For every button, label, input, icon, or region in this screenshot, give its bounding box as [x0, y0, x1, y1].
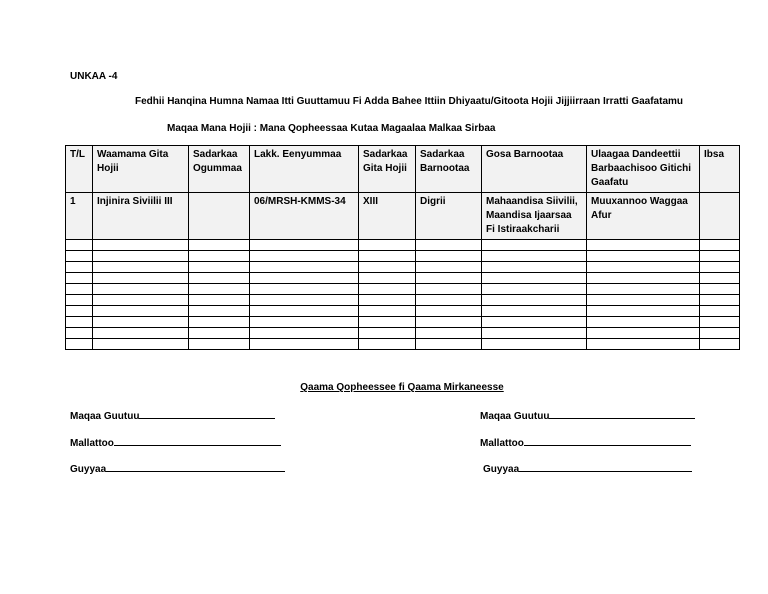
right-signature-line [480, 436, 691, 449]
column-header: Gosa Barnootaa [482, 146, 587, 193]
date-label: Guyyaa [483, 464, 520, 475]
column-header: Sadarkaa Barnootaa [416, 146, 482, 193]
date-label: Guyyaa [70, 464, 107, 475]
empty-table-row [66, 273, 740, 284]
column-header: Sadarkaa Ogummaa [189, 146, 250, 193]
table-cell: Digrii [416, 193, 482, 240]
table-cell: 1 [66, 193, 93, 240]
right-full-name-line [480, 409, 695, 422]
empty-table-row [66, 339, 740, 350]
column-header: Ibsa [700, 146, 740, 193]
right-date-line [483, 462, 692, 475]
column-header: T/L [66, 146, 93, 193]
empty-table-row [66, 251, 740, 262]
signature-label: Mallattoo [480, 438, 524, 449]
table-cell: Injinira Siviilii III [93, 193, 189, 240]
section-caption: Qaama Qopheessee fi Qaama Mirkaneesse [300, 382, 504, 393]
empty-table-row [66, 240, 740, 251]
left-date-line [70, 462, 285, 475]
column-header: Lakk. Eenyummaa [250, 146, 359, 193]
column-header: Sadarkaa Gita Hojii [359, 146, 416, 193]
table-cell: Mahaandisa Siivilii, Maandisa Ijaarsaa Fi Istiraakcharii [482, 193, 587, 240]
left-signature-line [70, 436, 281, 449]
full-name-label: Maqaa Guutuu [480, 411, 550, 422]
empty-table-row [66, 262, 740, 273]
left-full-name-line [70, 409, 275, 422]
table-cell: 06/MRSH-KMMS-34 [250, 193, 359, 240]
empty-table-row [66, 306, 740, 317]
document-title: Fedhii Hanqina Humna Namaa Itti Guuttamuu Fi Adda Bahee Ittiin Dhiyaatu/Gitoota Hojii Jijjiirraan Irratti Gaafatamu [134, 96, 684, 107]
table-header-row [66, 146, 740, 193]
table-cell: XIII [359, 193, 416, 240]
empty-table-row [66, 317, 740, 328]
table-cell [189, 193, 250, 240]
column-header: Ulaagaa Dandeettii Barbaachisoo Gitichi Gaafatu [587, 146, 700, 193]
table-row [66, 193, 740, 240]
table-cell: Muuxannoo Waggaa Afur [587, 193, 700, 240]
office-name: Maqaa Mana Hojii : Mana Qopheessaa Kutaa Magaalaa Malkaa Sirbaa [167, 123, 496, 134]
empty-table-row [66, 284, 740, 295]
table-cell [700, 193, 740, 240]
empty-table-row [66, 328, 740, 339]
unit-label: UNKAA -4 [70, 71, 118, 82]
empty-table-row [66, 295, 740, 306]
job-requirements-table [65, 145, 740, 350]
signature-label: Mallattoo [70, 438, 114, 449]
column-header: Waamama Gita Hojii [93, 146, 189, 193]
full-name-label: Maqaa Guutuu [70, 411, 140, 422]
